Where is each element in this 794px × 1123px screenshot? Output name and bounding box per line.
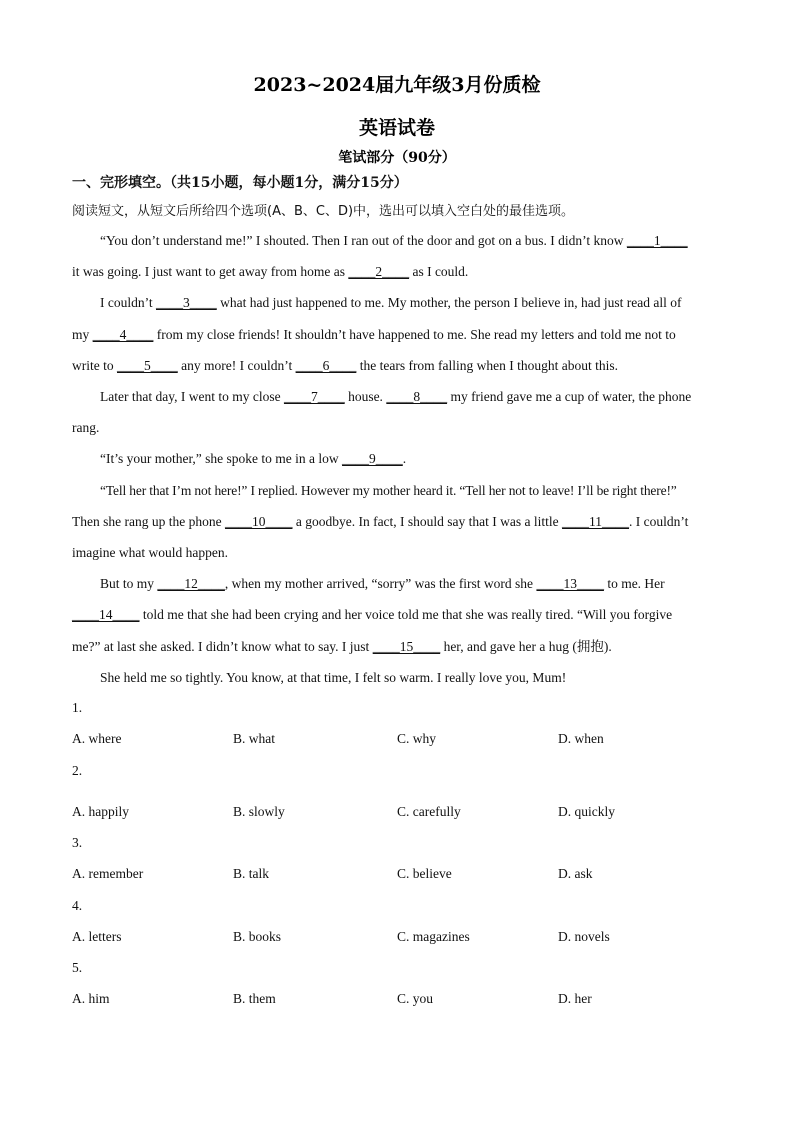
blank-10: ____10____ [224, 514, 293, 529]
blank-5: ____5____ [117, 358, 178, 373]
passage-line [72, 544, 722, 562]
passage-text: what had just happened to me. My mother, the person I believe in, had just read all of [216, 295, 682, 310]
blank-6: ____6____ [295, 358, 357, 373]
passage-line [72, 263, 722, 281]
option-b: B. them [233, 991, 276, 1006]
option-b: B. talk [233, 866, 269, 881]
passage-text: She held me so tightly. You know, at that time, I felt so warm. I really love you, Mum! [100, 670, 567, 685]
option-d: D. quickly [558, 804, 615, 819]
passage-text: told me that she had been crying and her voice told me that she was really tired. “Will you forgive [139, 607, 673, 622]
passage-line [100, 294, 750, 312]
option-c: C. believe [397, 866, 452, 881]
blank-3: ____3____ [156, 295, 217, 310]
option-b: B. what [233, 731, 275, 746]
option-d: D. novels [558, 929, 610, 944]
passage-text: “You don’t understand me!” I shouted. Then I ran out of the door and got on a bus. I didn’t know [100, 233, 627, 248]
exam-subtitle: 英语试卷 [358, 117, 435, 139]
passage-line [100, 450, 750, 468]
passage-text: rang. [72, 420, 100, 435]
passage-text: . I couldn’t [629, 514, 689, 529]
passage-text: me?” at last she asked. I didn’t know what to say. I just [72, 639, 373, 654]
passage-text: imagine what would happen. [72, 545, 228, 560]
passage-text: my [72, 327, 93, 342]
passage-text: a goodbye. In fact, I should say that I was a little [292, 514, 563, 529]
question-number: 4. [72, 898, 83, 913]
passage-text: Then she rang up the phone [72, 514, 225, 529]
passage-text: as I could. [409, 264, 469, 279]
passage-text: any more! I couldn’t [177, 358, 296, 373]
blank-15: ____15____ [372, 639, 441, 654]
option-a: A. him [72, 991, 110, 1006]
question-number: 2. [72, 763, 83, 778]
option-c: C. magazines [397, 929, 470, 944]
passage-text: it was going. I just want to get away from home as [72, 264, 349, 279]
passage-text: . [402, 451, 407, 466]
passage-text: , when my mother arrived, “sorry” was the first word she [224, 576, 537, 591]
blank-4: ____4____ [92, 327, 154, 342]
passage-text: write to [72, 358, 117, 373]
blank-7: ____7____ [283, 389, 345, 404]
passage-text: my friend gave me a cup of water, the phone [447, 389, 692, 404]
passage-line [72, 419, 722, 437]
blank-13: ____13____ [536, 576, 604, 591]
blank-2: ____2____ [348, 264, 410, 279]
blank-1: ____1____ [626, 233, 688, 248]
question-number: 1. [72, 700, 83, 715]
option-a: A. happily [72, 804, 129, 819]
passage-text: “Tell her that I’m not here!” I replied. However my mother heard it. “Tell her not to leave! I’ll be right there!” [100, 483, 677, 498]
passage-line [100, 575, 750, 593]
blank-11: ____11____ [562, 514, 630, 529]
option-a: A. remember [72, 866, 144, 881]
passage-text: house. [344, 389, 387, 404]
option-a: A. where [72, 731, 122, 746]
passage-text: But to my [100, 576, 158, 591]
option-b: B. books [233, 929, 282, 944]
passage-line [100, 388, 750, 406]
option-d: D. ask [558, 866, 593, 881]
blank-14: ____14____ [72, 607, 140, 622]
passage-text: from my close friends! It shouldn’t have happened to me. She read my letters and told me not to [153, 327, 676, 342]
passage-line [100, 232, 750, 250]
passage-text: “It’s your mother,” she spoke to me in a low [100, 451, 343, 466]
passage-line [72, 357, 722, 375]
passage-line [72, 606, 722, 624]
passage-text: I couldn’t [100, 295, 156, 310]
passage-line [72, 638, 722, 656]
question-number: 3. [72, 835, 83, 850]
option-c: C. carefully [397, 804, 461, 819]
option-c: C. you [397, 991, 434, 1006]
option-b: B. slowly [233, 804, 285, 819]
passage-line [100, 669, 750, 687]
passage-line [100, 482, 750, 500]
exam-title: 2023~2024届九年级3月份质检 [253, 74, 541, 96]
blank-12: ____12____ [157, 576, 225, 591]
question-number: 5. [72, 960, 83, 975]
passage-text: to me. Her [603, 576, 665, 591]
passage-text: her, and gave her a hug (拥抱). [440, 639, 612, 654]
option-a: A. letters [72, 929, 122, 944]
option-d: D. when [558, 731, 604, 746]
passage-text: Later that day, I went to my close [100, 389, 284, 404]
option-c: C. why [397, 731, 437, 746]
passage-line [72, 326, 722, 344]
passage-text: the tears from falling when I thought about this. [356, 358, 619, 373]
passage-line [72, 513, 722, 531]
section-instruction: 阅读短文，从短文后所给四个选项(A、B、C、D)中，选出可以填入空白处的最佳选项。 [72, 204, 575, 219]
blank-8: ____8____ [386, 389, 448, 404]
option-d: D. her [558, 991, 592, 1006]
section-heading: 一、完形填空。（共15小题，每小题1分，满分15分） [72, 175, 408, 191]
exam-part-label: 笔试部分（90分） [338, 150, 456, 166]
blank-9: ____9____ [342, 451, 403, 466]
